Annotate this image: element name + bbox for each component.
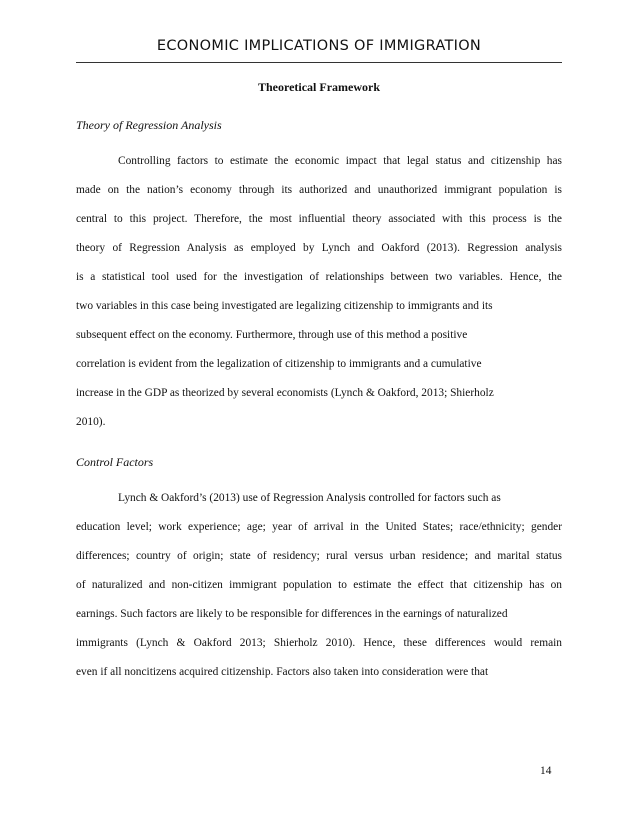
header-rule bbox=[76, 62, 562, 63]
paragraph-line: differences; country of origin; state of residency; rural versus urban residence; and marital status bbox=[76, 550, 562, 562]
paragraph-line: Lynch & Oakford’s (2013) use of Regression Analysis controlled for factors such as bbox=[118, 492, 501, 504]
paragraph-line: even if all noncitizens acquired citizenship. Factors also taken into consideration were that bbox=[76, 666, 489, 678]
paragraph-line: earnings. Such factors are likely to be responsible for differences in the earnings of naturalized bbox=[76, 608, 508, 620]
subheading-control-factors: Control Factors bbox=[76, 455, 154, 469]
running-header: ECONOMIC IMPLICATIONS OF IMMIGRATION bbox=[156, 38, 482, 54]
paragraph-line: central to this project. Therefore, the most influential theory associated with this process is the bbox=[76, 213, 562, 225]
paragraph-line: increase in the GDP as theorized by several economists (Lynch & Oakford, 2013; Shierholz bbox=[76, 387, 494, 399]
subheading-regression: Theory of Regression Analysis bbox=[76, 118, 222, 132]
paragraph-line: correlation is evident from the legalization of citizenship to immigrants and a cumulative bbox=[76, 358, 482, 370]
paragraph-line: two variables in this case being investigated are legalizing citizenship to immigrants and its bbox=[76, 300, 493, 312]
paragraph-line: immigrants (Lynch & Oakford 2013; Shierholz 2010). Hence, these differences would remain bbox=[76, 637, 562, 649]
paragraph-line: subsequent effect on the economy. Furthermore, through use of this method a positive bbox=[76, 329, 468, 341]
paragraph-line: is a statistical tool used for the investigation of relationships between two variables. Hence, the bbox=[76, 271, 562, 283]
section-title: Theoretical Framework bbox=[257, 80, 381, 94]
paragraph-line: Controlling factors to estimate the economic impact that legal status and citizenship has bbox=[118, 155, 562, 167]
paragraph-line: made on the nation’s economy through its authorized and unauthorized immigrant population is bbox=[76, 184, 562, 196]
paragraph-line: of naturalized and non-citizen immigrant population to estimate the effect that citizenship has on bbox=[76, 579, 562, 591]
page-number: 14 bbox=[540, 765, 552, 777]
paragraph-line: theory of Regression Analysis as employed by Lynch and Oakford (2013). Regression analysis bbox=[76, 242, 562, 254]
paragraph-line: education level; work experience; age; year of arrival in the United States; race/ethnicity; gender bbox=[76, 521, 562, 533]
paragraph-line: 2010). bbox=[76, 416, 106, 428]
